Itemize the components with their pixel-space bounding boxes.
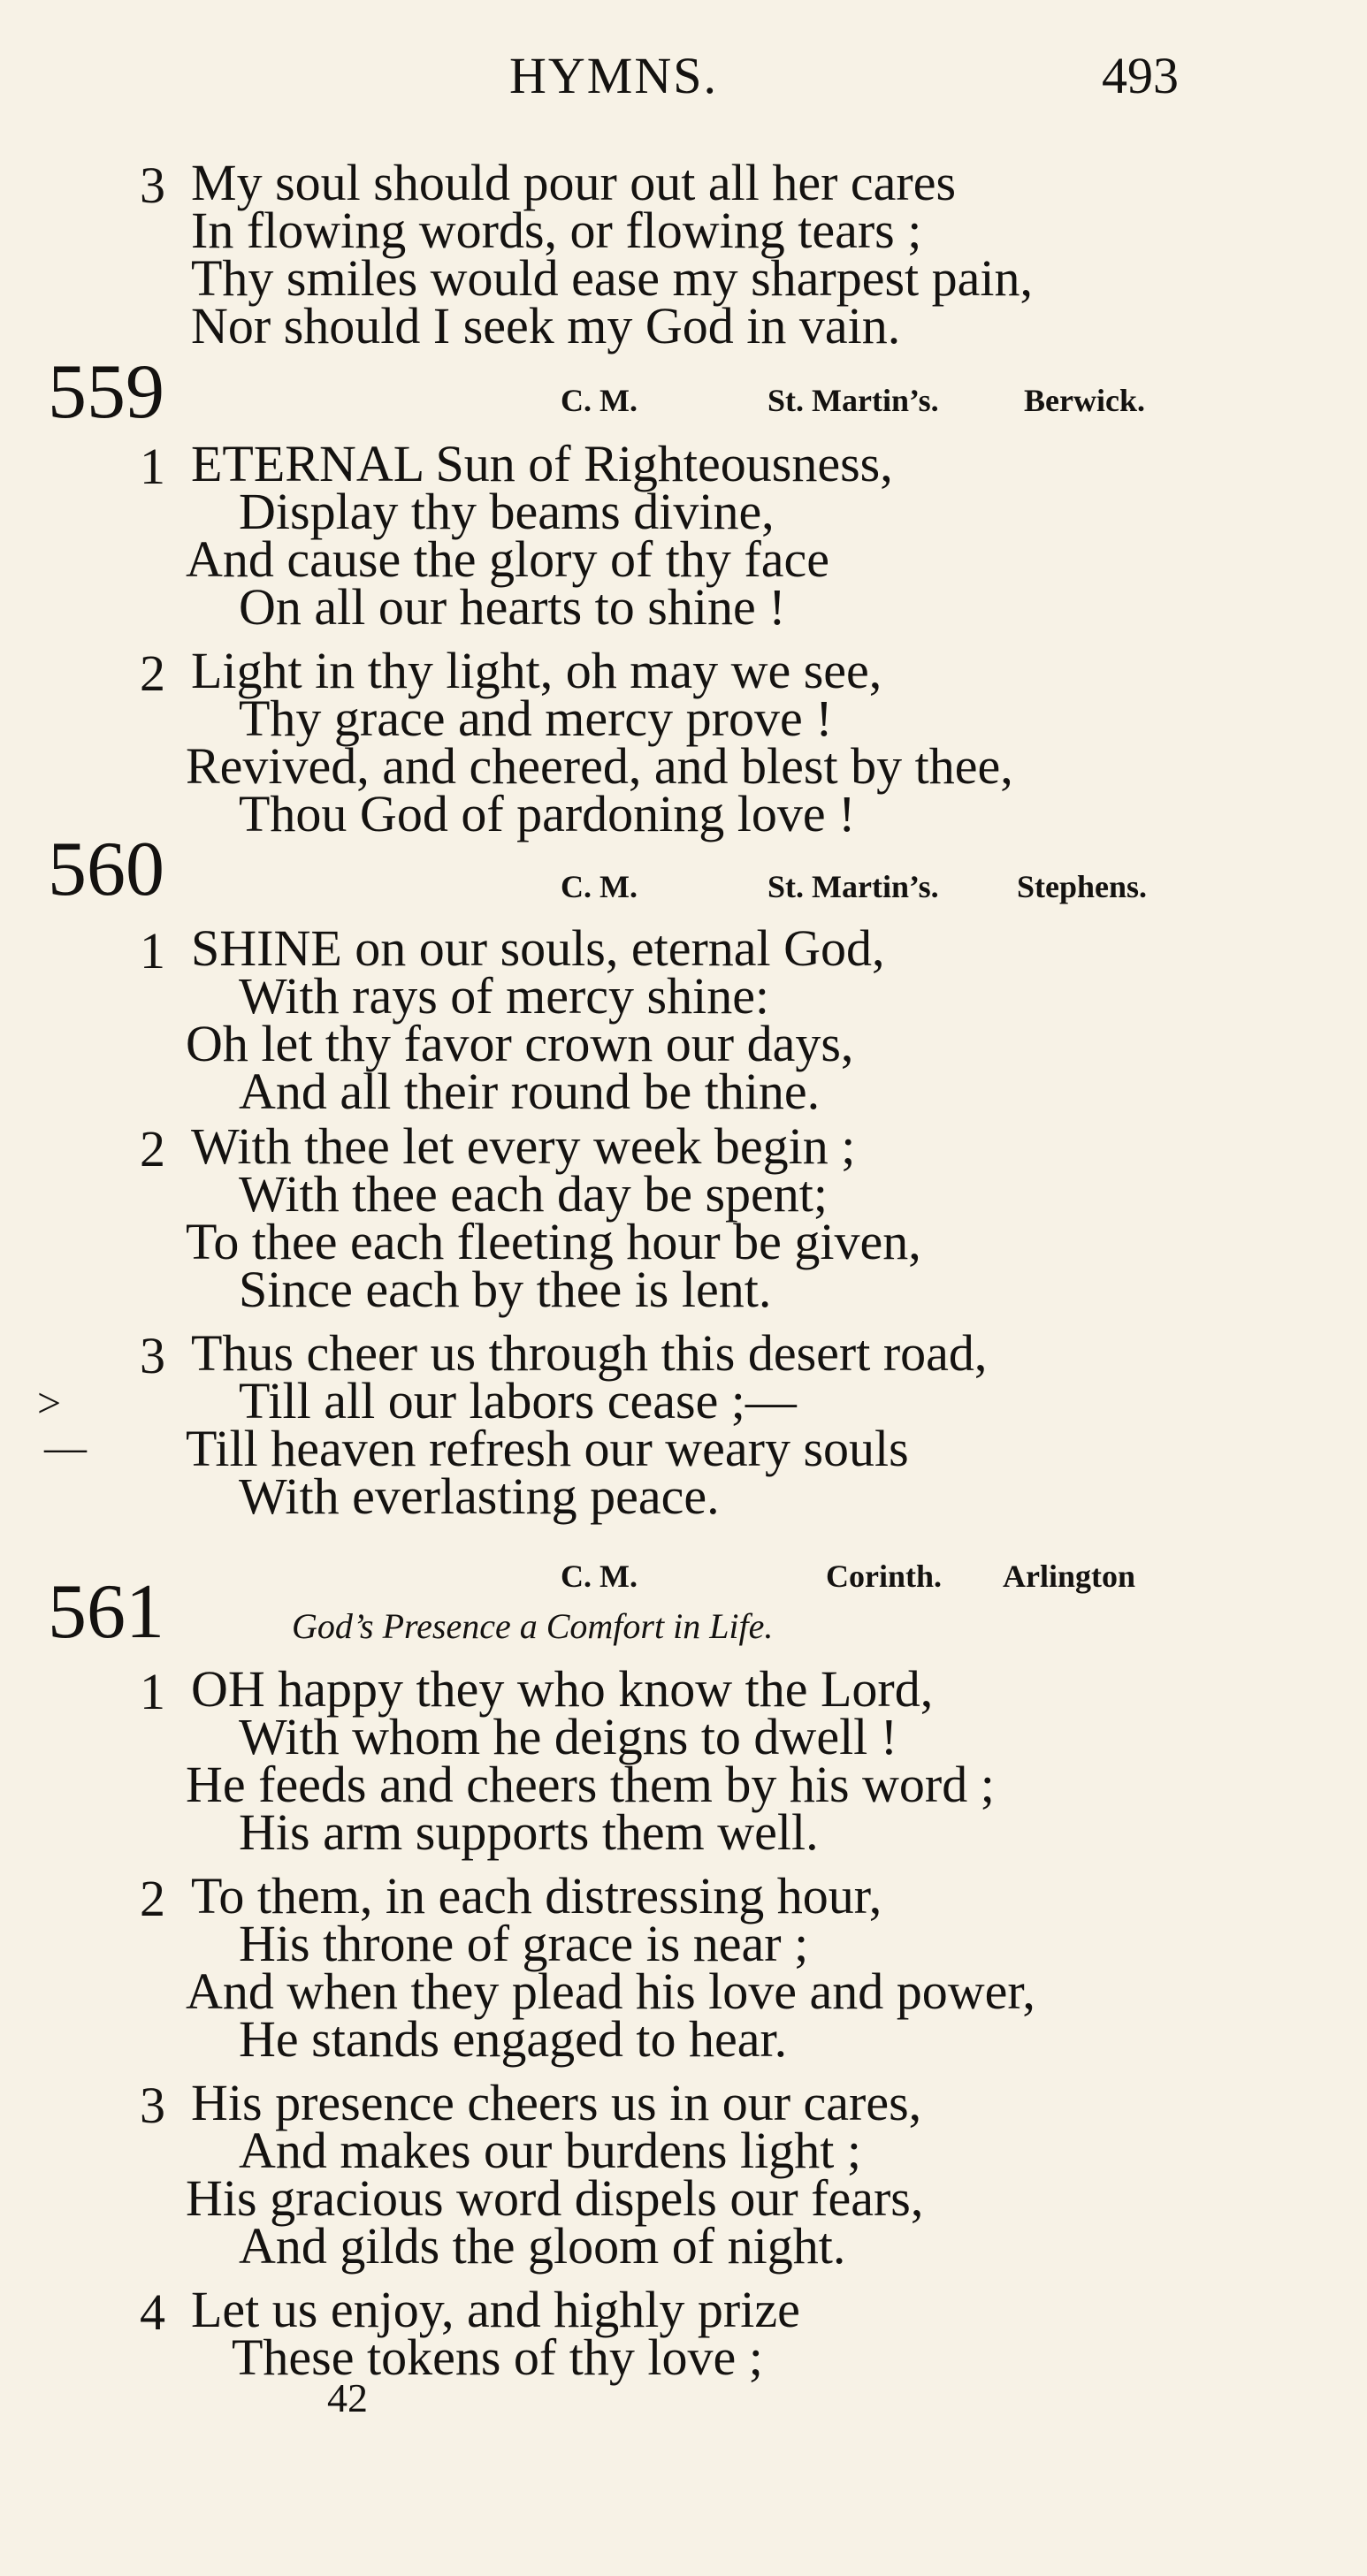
hymn-line: These tokens of thy love ; bbox=[232, 2328, 763, 2386]
hymn-number: 559 bbox=[48, 349, 164, 435]
hymn-line: Till heaven refresh our weary souls bbox=[186, 1420, 909, 1477]
hymn-line: And cause the glory of thy face bbox=[186, 530, 829, 588]
hymn-line: ETERNAL Sun of Righteousness, bbox=[191, 435, 893, 492]
hymn-line: With thee let every week begin ; bbox=[191, 1117, 856, 1175]
hymn-line: His gracious word dispels our fears, bbox=[186, 2169, 924, 2227]
verse-number: 4 bbox=[140, 2283, 165, 2341]
hymn-line: To thee each fleeting hour be given, bbox=[186, 1213, 921, 1270]
hymn-line: And gilds the gloom of night. bbox=[239, 2217, 846, 2275]
hymn-line: Let us enjoy, and highly prize bbox=[191, 2281, 800, 2338]
hymn-line: Thy smiles would ease my sharpest pain, bbox=[191, 249, 1033, 307]
verse-number: 1 bbox=[140, 438, 165, 495]
marginal-mark: > bbox=[37, 1380, 62, 1427]
verse-number: 1 bbox=[140, 1663, 165, 1720]
hymn-line: His arm supports them well. bbox=[239, 1803, 819, 1861]
verse-number: 1 bbox=[140, 922, 165, 979]
hymn-tune: St. Martin’s. bbox=[768, 869, 939, 904]
hymn-number: 560 bbox=[48, 827, 164, 912]
hymn-line: With whom he deigns to dwell ! bbox=[239, 1708, 898, 1765]
hymn-line: And when they plead his love and power, bbox=[186, 1962, 1035, 2020]
hymn-line: Oh let thy favor crown our days, bbox=[186, 1015, 854, 1072]
verse-number: 2 bbox=[140, 1870, 165, 1927]
hymn-line: With rays of mercy shine: bbox=[239, 967, 770, 1025]
hymn-line: SHINE on our souls, eternal God, bbox=[191, 919, 885, 977]
hymn-line: Display thy beams divine, bbox=[239, 483, 775, 540]
hymn-line: He feeds and cheers them by his word ; bbox=[186, 1756, 995, 1813]
hymn-tune: Stephens. bbox=[1017, 869, 1148, 904]
hymn-line: His presence cheers us in our cares, bbox=[191, 2074, 922, 2131]
hymn-line: In flowing words, or flowing tears ; bbox=[191, 202, 922, 259]
hymn-line: Thou God of pardoning love ! bbox=[239, 785, 856, 842]
hymn-tune: Berwick. bbox=[1024, 383, 1145, 418]
verse-number: 3 bbox=[140, 156, 165, 214]
hymn-line: My soul should pour out all her cares bbox=[191, 154, 957, 211]
marginal-mark: — bbox=[44, 1424, 87, 1471]
hymn-meter: C. M. bbox=[561, 869, 638, 904]
hymn-line: With everlasting peace. bbox=[239, 1467, 720, 1525]
hymn-line: Light in thy light, oh may we see, bbox=[191, 642, 882, 699]
hymn-line: Nor should I seek my God in vain. bbox=[191, 297, 901, 354]
hymn-line: With thee each day be spent; bbox=[239, 1165, 829, 1223]
hymn-meter: C. M. bbox=[561, 1559, 638, 1594]
hymn-line: Since each by thee is lent. bbox=[239, 1261, 772, 1318]
hymn-meter: C. M. bbox=[561, 383, 638, 418]
signature-mark: 42 bbox=[327, 2375, 368, 2420]
verse-number: 3 bbox=[140, 1327, 165, 1384]
hymn-subtitle: God’s Presence a Comfort in Life. bbox=[292, 1606, 774, 1646]
hymn-line: On all our hearts to shine ! bbox=[239, 578, 786, 636]
running-header-title: HYMNS. bbox=[509, 47, 718, 104]
page-number: 493 bbox=[1102, 47, 1179, 104]
hymn-line: And makes our burdens light ; bbox=[239, 2122, 861, 2179]
hymn-line: Revived, and cheered, and blest by thee, bbox=[186, 737, 1013, 795]
verse-number: 3 bbox=[140, 2077, 165, 2134]
hymn-line: His throne of grace is near ; bbox=[239, 1915, 809, 1972]
hymn-line: OH happy they who know the Lord, bbox=[191, 1660, 934, 1718]
hymn-line: He stands engaged to hear. bbox=[239, 2010, 788, 2068]
hymn-tune: St. Martin’s. bbox=[768, 383, 939, 418]
hymn-tune: Corinth. bbox=[826, 1559, 943, 1594]
hymn-tune: Arlington bbox=[1003, 1559, 1136, 1594]
hymn-line: Thus cheer us through this desert road, bbox=[191, 1324, 988, 1382]
hymn-line: To them, in each distressing hour, bbox=[191, 1867, 882, 1924]
hymn-number: 561 bbox=[48, 1569, 164, 1655]
hymn-line: Till all our labors cease ;— bbox=[239, 1372, 797, 1429]
verse-number: 2 bbox=[140, 1120, 165, 1177]
hymn-line: Thy grace and mercy prove ! bbox=[239, 690, 833, 747]
hymn-line: And all their round be thine. bbox=[239, 1063, 821, 1120]
verse-number: 2 bbox=[140, 644, 165, 702]
